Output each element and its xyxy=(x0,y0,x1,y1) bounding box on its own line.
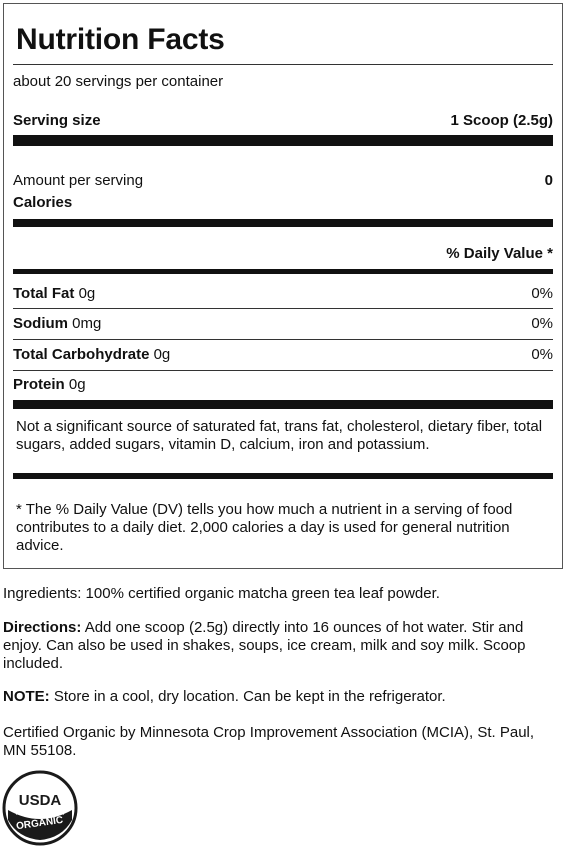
divider xyxy=(13,308,553,309)
divider-medium xyxy=(13,473,553,479)
nutrient-amount: 0g xyxy=(78,285,96,302)
nutrient-amount: 0mg xyxy=(72,315,102,332)
divider-thick xyxy=(13,400,553,409)
serving-size-label: Serving size xyxy=(13,112,101,129)
nutrition-facts-title: Nutrition Facts xyxy=(16,23,225,56)
seal-bottom-text: ORGANIC xyxy=(15,814,64,833)
nutrient-row-total-fat xyxy=(13,285,553,303)
nutrient-dv: 0% xyxy=(531,315,553,332)
divider-medium xyxy=(13,269,553,274)
note-label: NOTE: xyxy=(3,688,50,705)
not-significant-source-note: Not a significant source of saturated fat, trans fat, cholesterol, dietary fiber, total sugars, added sugars, vitamin D, calcium, iron and potassium. xyxy=(16,418,543,453)
nutrient-row-total-carbohydrate xyxy=(13,346,553,364)
servings-per-container: about 20 servings per container xyxy=(13,73,224,90)
nutrient-dv: 0% xyxy=(531,346,553,363)
calories-label: Calories xyxy=(13,194,73,211)
nutrient-amount: 0g xyxy=(68,376,86,393)
nutrient-row-sodium xyxy=(13,315,553,333)
daily-value-header xyxy=(13,245,553,263)
divider xyxy=(13,339,553,340)
nutrient-row-protein xyxy=(13,376,553,394)
certification-text: Certified Organic by Minnesota Crop Improvement Association (MCIA), St. Paul, MN 55108. xyxy=(3,724,535,759)
divider xyxy=(13,64,553,65)
serving-size-value: 1 Scoop (2.5g) xyxy=(450,112,553,129)
divider-thick xyxy=(13,135,553,146)
note-text xyxy=(3,688,558,706)
directions-label: Directions: xyxy=(3,619,82,636)
daily-value-header-text: % Daily Value * xyxy=(446,245,553,262)
serving-size-row xyxy=(13,112,553,130)
nutrient-name: Sodium xyxy=(13,315,68,332)
nutrient-name: Total Carbohydrate xyxy=(13,346,150,363)
calories-value: 0 xyxy=(544,172,553,189)
usda-organic-seal-icon xyxy=(2,770,78,846)
nutrient-name: Total Fat xyxy=(13,285,75,302)
amount-per-serving-row xyxy=(13,172,553,190)
directions-text xyxy=(3,619,558,673)
daily-value-footnote: * The % Daily Value (DV) tells you how much a nutrient in a serving of food contributes to a daily diet. 2,000 calories a day is used for general nutrition advice. xyxy=(16,501,513,554)
ingredients-text: Ingredients: 100% certified organic matcha green tea leaf powder. xyxy=(3,585,440,602)
nutrient-name: Protein xyxy=(13,376,65,393)
nutrient-amount: 0g xyxy=(153,346,171,363)
directions-body: Add one scoop (2.5g) directly into 16 ounces of hot water. Stir and enjoy. Can also be used in shakes, soups, ice cream, milk and soy milk. Scoop included. xyxy=(3,619,526,672)
divider-thick xyxy=(13,219,553,227)
nutrient-dv: 0% xyxy=(531,285,553,302)
amount-per-serving-label: Amount per serving xyxy=(13,172,144,189)
divider xyxy=(13,370,553,371)
seal-top-text: USDA xyxy=(18,792,62,809)
note-body: Store in a cool, dry location. Can be kept in the refrigerator. xyxy=(49,688,446,705)
nutrition-facts-panel xyxy=(3,3,563,569)
